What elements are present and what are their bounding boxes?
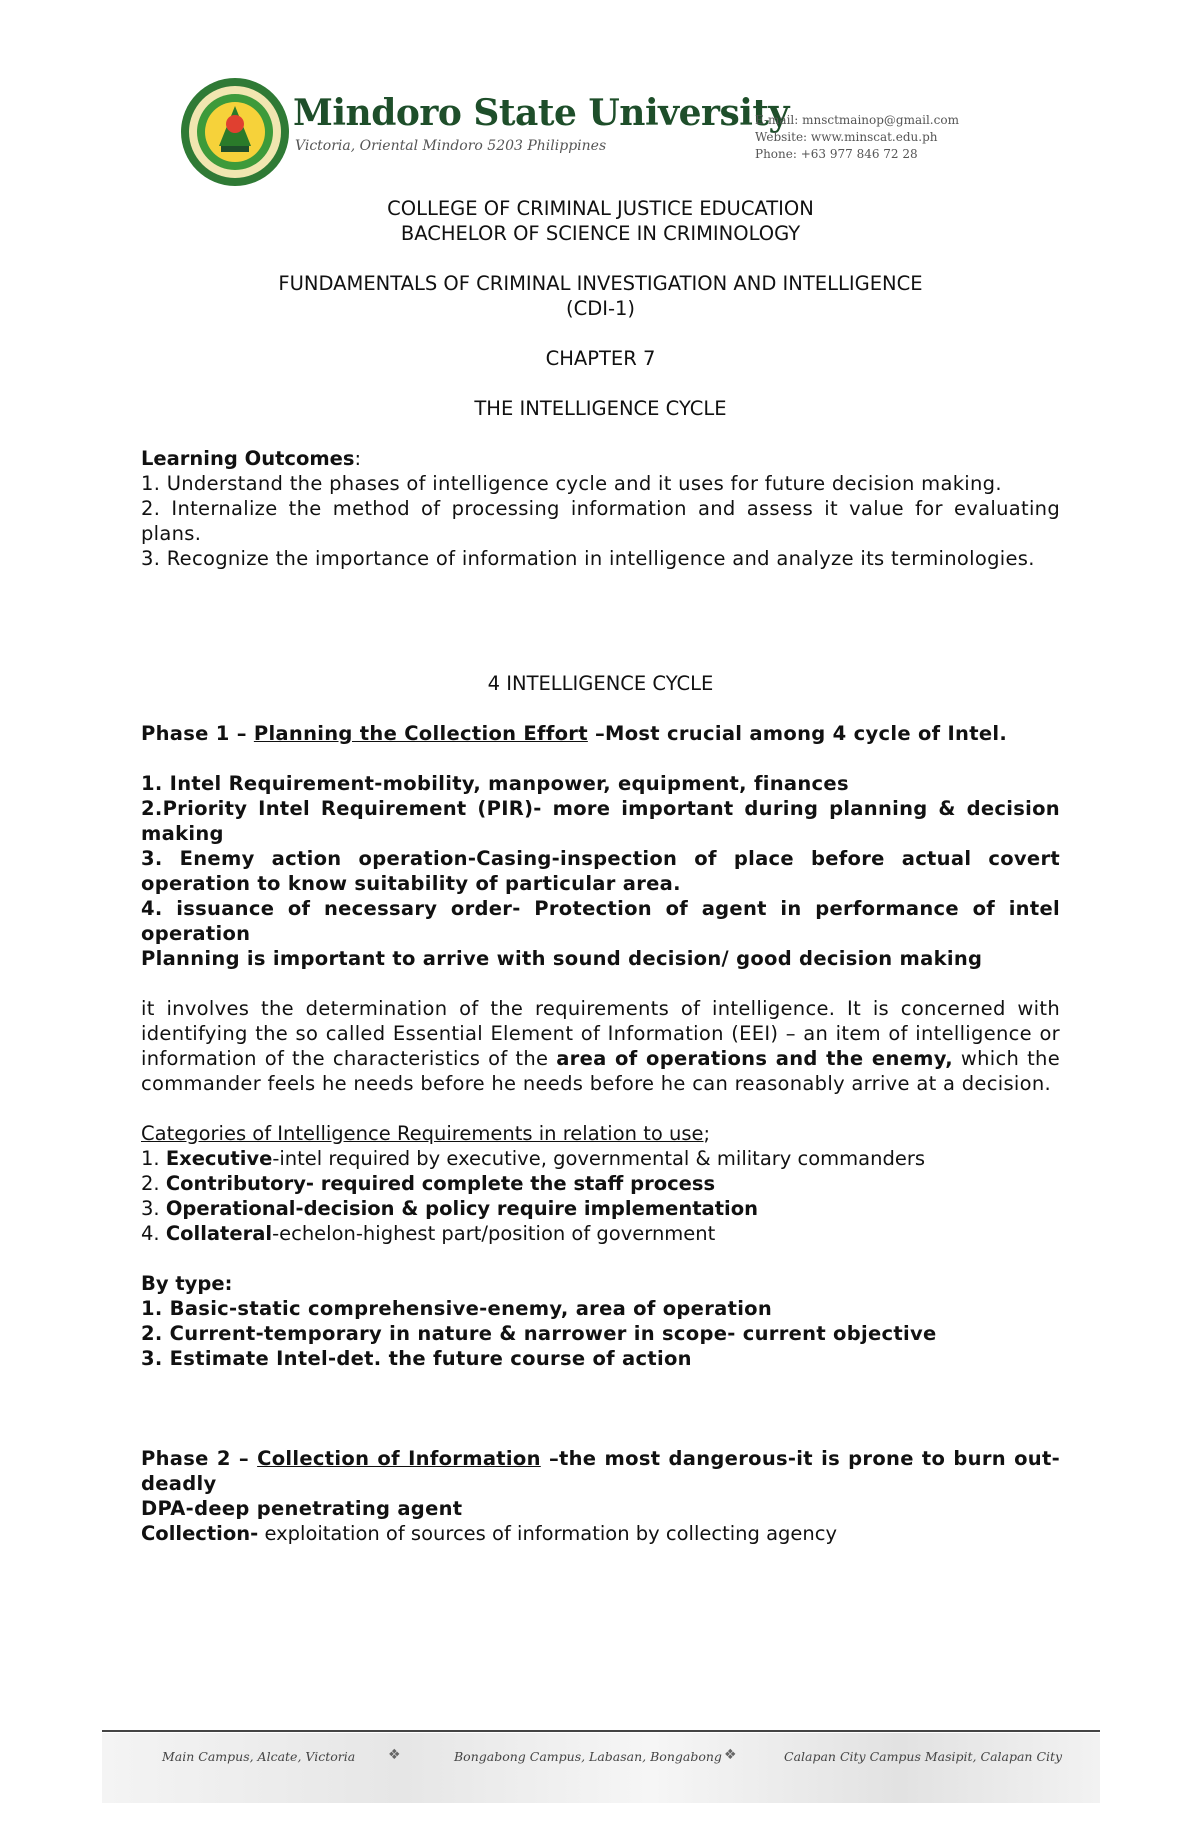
phase2-heading: Phase 2 – Collection of Information –the most dangerous-it is prone to burn out-deadly [141, 1447, 1060, 1495]
phase1-item: 3. Enemy action operation-Casing-inspection of place before actual covert operation to know suitability of particular area. [141, 847, 1060, 895]
contact-phone: Phone: +63 977 846 72 28 [755, 147, 918, 161]
phase1-heading: Phase 1 – Planning the Collection Effort –Most crucial among 4 cycle of Intel. [141, 722, 1008, 745]
college-title: COLLEGE OF CRIMINAL JUSTICE EDUCATION [387, 197, 814, 220]
category-item: 2. Contributory- required complete the staff process [141, 1172, 716, 1195]
type-item: 1. Basic-static comprehensive-enemy, area of operation [141, 1297, 773, 1320]
contact-email: E-mail: mnsctmainop@gmail.com [755, 113, 959, 127]
contact-website: Website: www.minscat.edu.ph [755, 130, 938, 144]
phase1-item: 4. issuance of necessary order- Protection of agent in performance of intel operation [141, 897, 1060, 945]
footer-rule [102, 1730, 1100, 1732]
type-item: 3. Estimate Intel-det. the future course of action [141, 1347, 692, 1370]
phase1-item: 2.Priority Intel Requirement (PIR)- more important during planning & decision making [141, 797, 1060, 845]
eei-paragraph: it involves the determination of the requirements of intelligence. It is concerned with identifying the so called Essential Element of Information (EEI) – an item of intelligence or information of the characteristics of the area of operations and the enemy, which the commander feels he needs before he needs before he can reasonably arrive at a decision. [141, 997, 1060, 1095]
phase1-item: 1. Intel Requirement-mobility, manpower, equipment, finances [141, 772, 849, 795]
outcome-item: 3. Recognize the importance of information in intelligence and analyze its terminologies. [141, 547, 1035, 570]
letterhead [175, 68, 1075, 173]
outcomes-heading: Learning Outcomes: [141, 447, 362, 470]
footer-campus-main: Main Campus, Alcate, Victoria [162, 1749, 356, 1764]
document-body [141, 196, 1060, 1546]
cycle-heading: 4 INTELLIGENCE CYCLE [487, 672, 714, 695]
contact-block [755, 112, 959, 163]
footer-campus-bongabong: Bongabong Campus, Labasan, Bongabong [454, 1749, 722, 1764]
collection-line: Collection- exploitation of sources of information by collecting agency [141, 1522, 838, 1545]
type-item: 2. Current-temporary in nature & narrower in scope- current objective [141, 1322, 937, 1345]
course-code: (CDI-1) [565, 297, 636, 320]
university-name: Mindoro State University [293, 92, 789, 134]
program-title: BACHELOR OF SCIENCE IN CRIMINOLOGY [400, 222, 801, 245]
category-item: 3. Operational-decision & policy require implementation [141, 1197, 758, 1220]
outcome-item: 1. Understand the phases of intelligence cycle and it uses for future decision making. [141, 472, 1002, 495]
categories-heading: Categories of Intelligence Requirements in relation to use; [141, 1122, 711, 1145]
footer-campus-calapan: Calapan City Campus Masipit, Calapan City [784, 1749, 1063, 1764]
dpa-line: DPA-deep penetrating agent [141, 1497, 463, 1520]
by-type-heading: By type: [141, 1272, 233, 1295]
chapter-number: CHAPTER 7 [545, 347, 656, 370]
university-seal-icon [179, 76, 291, 188]
planning-note: Planning is important to arrive with sound decision/ good decision making [141, 947, 983, 970]
course-title: FUNDAMENTALS OF CRIMINAL INVESTIGATION AND INTELLIGENCE [278, 272, 923, 295]
category-item: 4. Collateral-echelon-highest part/position of government [141, 1222, 716, 1245]
chapter-title: THE INTELLIGENCE CYCLE [474, 397, 727, 420]
outcome-item: 2. Internalize the method of processing information and assess it value for evaluating plans. [141, 497, 1060, 545]
university-address: Victoria, Oriental Mindoro 5203 Philippines [295, 138, 607, 154]
campus-footer [102, 1733, 1100, 1803]
footer-separator-icon: ❖ [724, 1747, 737, 1763]
category-item: 1. Executive-intel required by executive, governmental & military commanders [141, 1147, 926, 1170]
footer-separator-icon: ❖ [388, 1747, 401, 1763]
